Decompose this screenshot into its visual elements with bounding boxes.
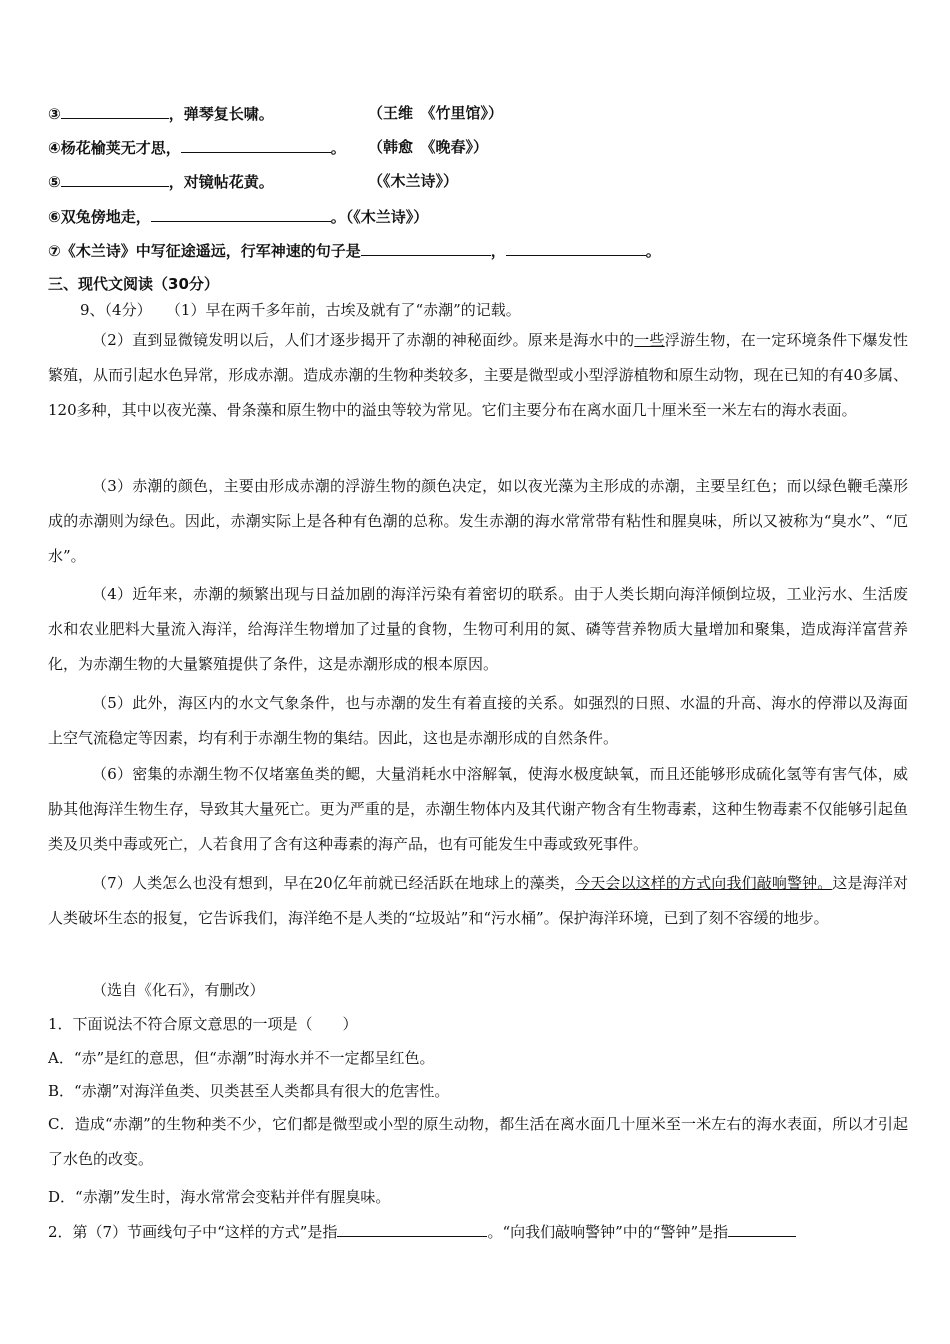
item-number: ③ [48, 105, 61, 123]
question-2-text: 。“向我们敲响警钟”中的“警钟”是指 [487, 1223, 729, 1241]
answer-blank-1[interactable] [337, 1222, 487, 1237]
question-1-stem: 1．下面说法不符合原文意思的一项是（ ） [48, 1015, 358, 1033]
poem-line-7 [48, 241, 908, 260]
section-title: 三、现代文阅读（30分） [48, 275, 219, 293]
poem-text: ，弹琴复长啸。 [168, 105, 274, 123]
poem-text: ， [490, 242, 506, 260]
answer-blank[interactable] [151, 207, 331, 222]
poem-line-4 [48, 138, 908, 157]
answer-blank[interactable] [181, 138, 331, 153]
paragraph-text: （2）直到显微镜发明以后，人们才逐步揭开了赤潮的神秘面纱。原来是海水中的 [92, 331, 635, 349]
option-a[interactable]: A．“赤”是红的意思，但“赤潮”时海水并不一定都呈红色。 [48, 1049, 435, 1067]
answer-blank[interactable] [61, 172, 169, 187]
poem-source: （韩愈 《晚春》） [368, 138, 489, 156]
poem-source: 。（《木兰诗》） [330, 208, 429, 226]
paragraph-3: （3）赤潮的颜色，主要由形成赤潮的浮游生物的颜色决定，如以夜光藻为主形成的赤潮，主要呈红色；而以绿色鞭毛藻形成的赤潮则为绿色。因此，赤潮实际上是各种有色潮的总称。发生赤潮的海水常常带有粘性和腥臭味，所以又被称为“臭水”、“厄水”。 [48, 477, 908, 565]
poem-line-3 [48, 104, 908, 123]
option-d[interactable]: D．“赤潮”发生时，海水常常会变粘并伴有腥臭味。 [48, 1188, 391, 1206]
poem-line-5 [48, 172, 908, 191]
poem-source: （《木兰诗》） [368, 172, 459, 190]
item-number: ⑦ [48, 242, 61, 260]
answer-blank-2[interactable] [506, 241, 646, 256]
poem-text-end: 。 [645, 242, 661, 260]
poem-text: 《木兰诗》中写征途遥远，行军神速的句子是 [60, 242, 361, 260]
paragraph-text: （7）人类怎么也没有想到，早在20亿年前就已经活跃在地球上的藻类， [92, 874, 576, 892]
item-number: ⑤ [48, 173, 61, 191]
answer-blank-1[interactable] [361, 241, 491, 256]
item-number: ⑥ [48, 208, 61, 226]
paragraph-6: （6）密集的赤潮生物不仅堵塞鱼类的鳃，大量消耗水中溶解氧，使海水极度缺氧，而且还能够形成硫化氢等有害气体，威胁其他海洋生物生存，导致其大量死亡。更为严重的是，赤潮生物体内及其代谢产物含有生物毒素，这种生物毒素不仅能够引起鱼类及贝类中毒或死亡，人若食用了含有这种毒素的海产品，也有可能发生中毒或致死事件。 [48, 765, 908, 853]
paragraph-1 [80, 301, 940, 319]
poem-text: 杨花榆荚无才思， [60, 139, 181, 157]
underlined-text: 一些 [634, 331, 665, 349]
paragraph-7 [48, 866, 908, 936]
paragraph-text: （1）早在两千多年前，古埃及就有了“赤潮”的记载。 [165, 301, 521, 319]
poem-text: ，对镜帖花黄。 [168, 173, 274, 191]
question-number: 9、（4分） [80, 301, 152, 319]
poem-line-6 [48, 207, 908, 226]
passage-source: （选自《化石》，有删改） [92, 981, 265, 999]
underlined-sentence: 今天会以这样的方式向我们敲响警钟。 [575, 874, 833, 892]
paragraph-text: 浮游生物，在一定环境条件下爆发性繁殖，从而引起水色异常，形成赤潮。造成赤潮的生物种类较多，主要是微型或小型浮游植物和原生动物，现在已知的有40多属、120多种，其中以夜光藻、骨条藻和原生物中的溢虫等较为常见。它们主要分布在离水面几十厘米至一米左右的海水表面。 [48, 331, 908, 419]
option-c[interactable]: C．造成“赤潮”的生物种类不少，它们都是微型或小型的原生动物，都生活在离水面几十厘米至一米左右的海水表面，所以才引起了水色的改变。 [48, 1115, 908, 1168]
option-b[interactable]: B．“赤潮”对海洋鱼类、贝类甚至人类都具有很大的危害性。 [48, 1082, 450, 1100]
item-number: ④ [48, 139, 61, 157]
poem-text: 双兔傍地走， [60, 208, 151, 226]
paragraph-text: 这是海洋对人类破坏生态的报复，它告诉我们，海洋绝不是人类的“垃圾站”和“污水桶”。保护海洋环境，已到了刻不容缓的地步。 [48, 874, 908, 927]
poem-text-end: 。 [330, 139, 346, 157]
question-2-text: 2．第（7）节画线句子中“这样的方式”是指 [48, 1223, 338, 1241]
answer-blank-2[interactable] [728, 1222, 796, 1237]
question-2 [48, 1222, 908, 1241]
paragraph-5: （5）此外，海区内的水文气象条件，也与赤潮的发生有着直接的关系。如强烈的日照、水温的升高、海水的停滞以及海面上空气流稳定等因素，均有利于赤潮生物的集结。因此，这也是赤潮形成的自然条件。 [48, 694, 908, 747]
paragraph-2 [48, 323, 908, 428]
paragraph-4: （4）近年来，赤潮的频繁出现与日益加剧的海洋污染有着密切的联系。由于人类长期向海洋倾倒垃圾，工业污水、生活废水和农业肥料大量流入海洋，给海洋生物增加了过量的食物，生物可利用的氮、磷等营养物质大量增加和聚集，造成海洋富营养化，为赤潮生物的大量繁殖提供了条件，这是赤潮形成的根本原因。 [48, 585, 908, 673]
poem-source: （王维 《竹里馆》） [368, 104, 504, 122]
answer-blank[interactable] [61, 104, 169, 119]
